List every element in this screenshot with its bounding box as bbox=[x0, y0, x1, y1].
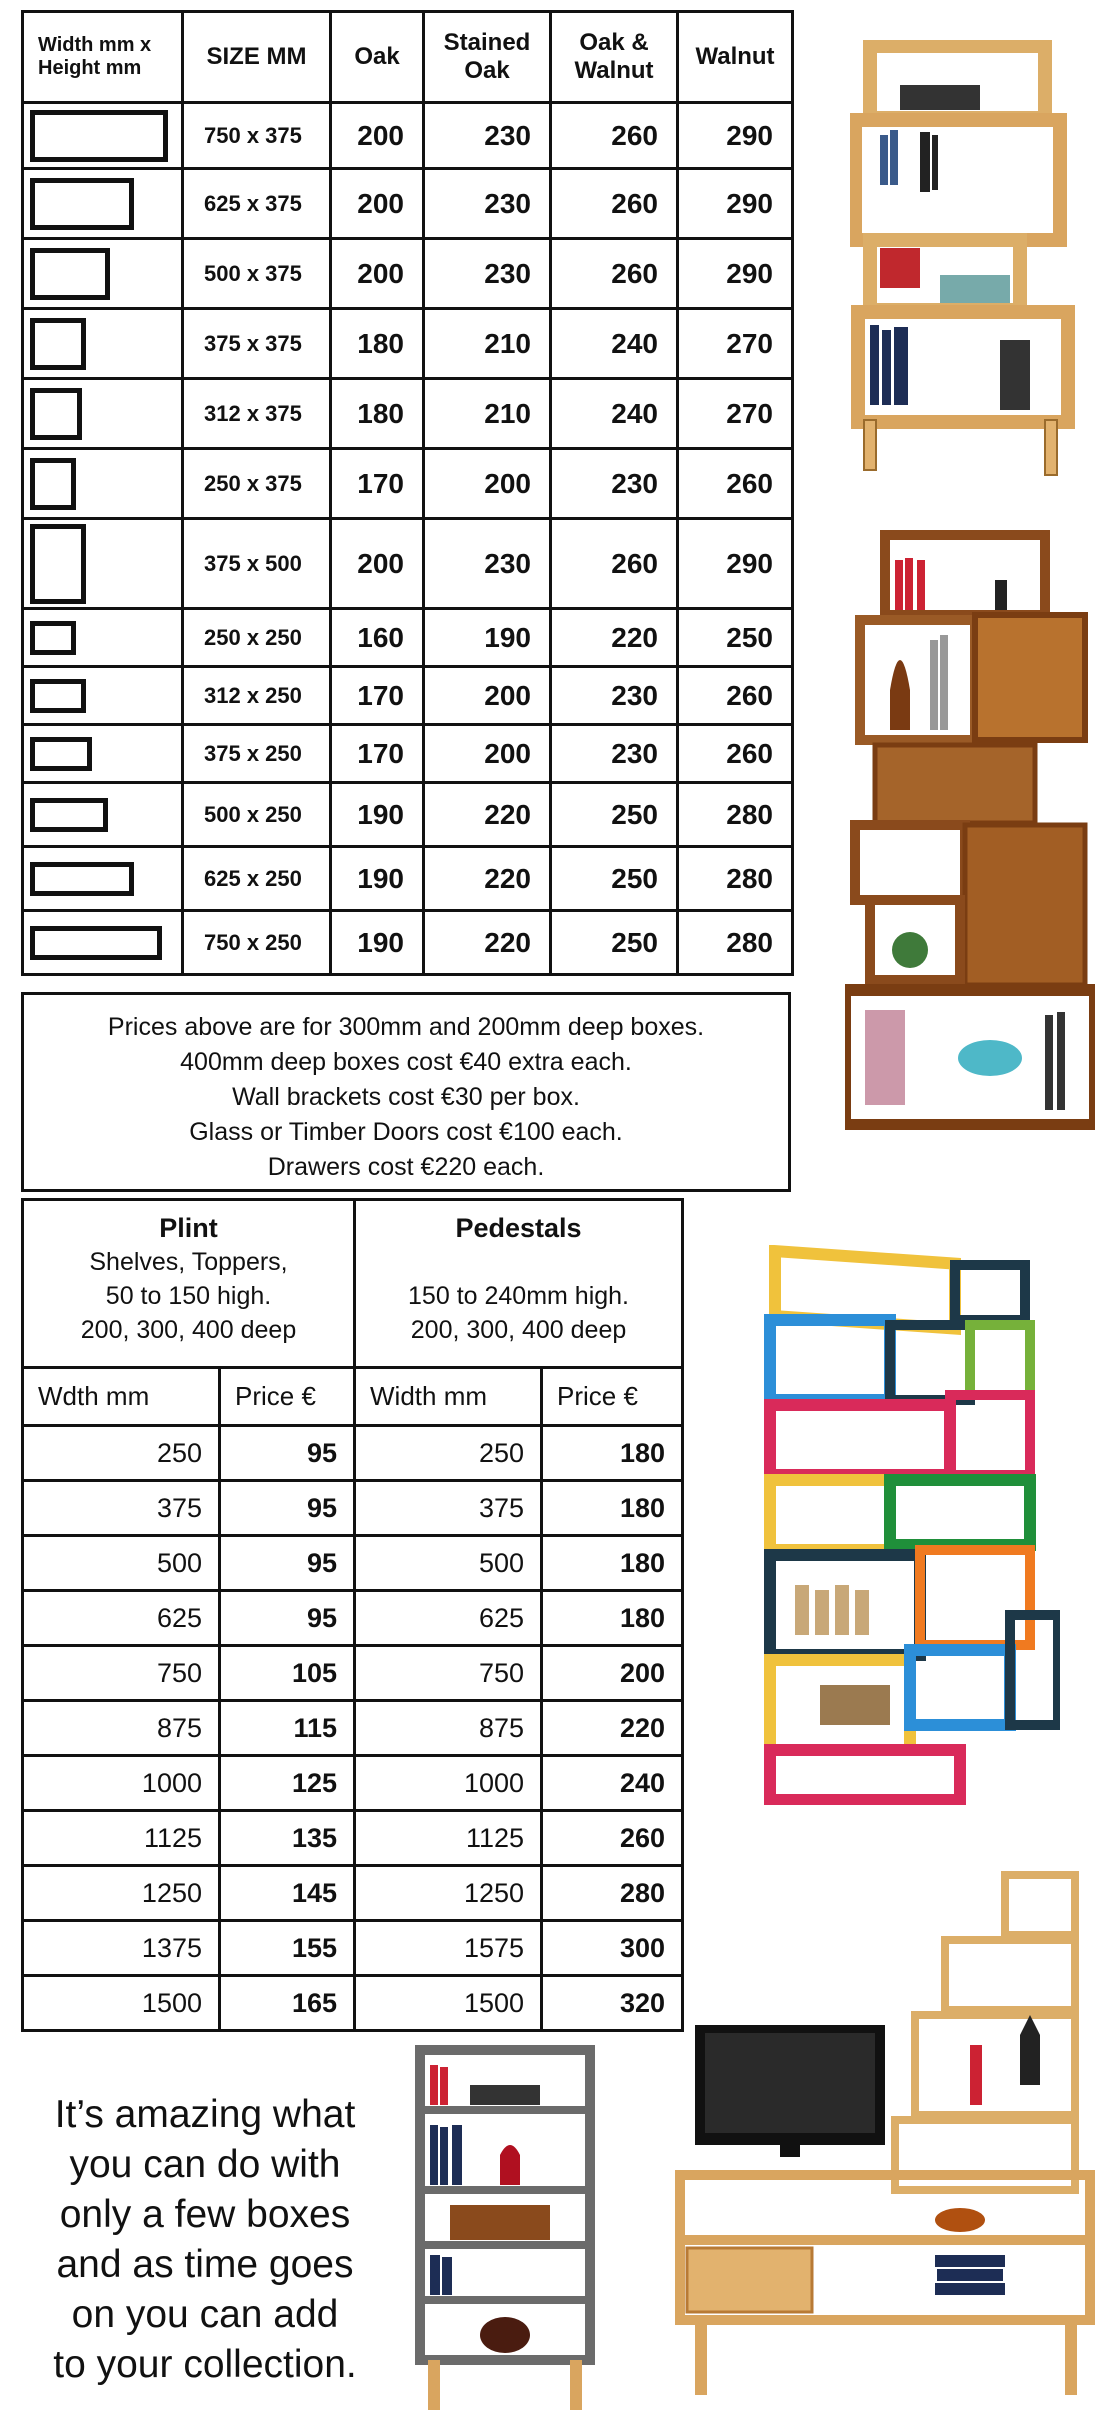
price-oak-walnut: 260 bbox=[551, 519, 678, 609]
box-price-header-row bbox=[23, 12, 793, 103]
box-price-row bbox=[23, 449, 793, 519]
plint-desc-line: Shelves, Toppers, bbox=[89, 1248, 288, 1276]
pedestal-price: 180 bbox=[542, 1536, 683, 1591]
box-size: 750 x 375 bbox=[183, 103, 331, 169]
box-shape-cell bbox=[23, 667, 183, 725]
plinth-pedestal-row bbox=[23, 1701, 683, 1756]
box-shape-icon bbox=[30, 524, 86, 604]
box-shape-cell bbox=[23, 379, 183, 449]
box-shape-icon bbox=[30, 621, 76, 655]
slogan-line: to your collection. bbox=[53, 2343, 357, 2386]
plint-price: 125 bbox=[220, 1756, 355, 1811]
plint-width: 875 bbox=[23, 1701, 220, 1756]
plint-width: 500 bbox=[23, 1536, 220, 1591]
price-walnut: 280 bbox=[678, 783, 793, 847]
header-oak-walnut: Oak & Walnut bbox=[551, 12, 678, 103]
box-shape-icon bbox=[30, 248, 110, 300]
price-stained-oak: 230 bbox=[424, 103, 551, 169]
plint-width: 250 bbox=[23, 1426, 220, 1481]
plint-width: 1000 bbox=[23, 1756, 220, 1811]
box-shape-cell bbox=[23, 239, 183, 309]
plint-group-header bbox=[23, 1200, 355, 1368]
plint-width: 750 bbox=[23, 1646, 220, 1701]
price-oak-walnut: 260 bbox=[551, 103, 678, 169]
price-walnut: 270 bbox=[678, 379, 793, 449]
box-price-table bbox=[21, 10, 794, 976]
price-walnut: 250 bbox=[678, 609, 793, 667]
pedestal-price: 180 bbox=[542, 1591, 683, 1646]
plint-price: 155 bbox=[220, 1921, 355, 1976]
box-price-row bbox=[23, 103, 793, 169]
price-stained-oak: 230 bbox=[424, 169, 551, 239]
box-price-row bbox=[23, 783, 793, 847]
plint-price: 95 bbox=[220, 1591, 355, 1646]
price-oak: 200 bbox=[331, 239, 424, 309]
plint-width: 1250 bbox=[23, 1866, 220, 1921]
box-shape-icon bbox=[30, 926, 162, 960]
header-stained-oak: Stained Oak bbox=[424, 12, 551, 103]
box-price-row bbox=[23, 519, 793, 609]
plint-price: 165 bbox=[220, 1976, 355, 2031]
plint-price: 135 bbox=[220, 1811, 355, 1866]
box-price-row bbox=[23, 847, 793, 911]
price-oak: 190 bbox=[331, 911, 424, 975]
header-size-mm: SIZE MM bbox=[183, 12, 331, 103]
pedestal-width: 625 bbox=[355, 1591, 542, 1646]
box-size: 750 x 250 bbox=[183, 911, 331, 975]
plinth-pedestal-row bbox=[23, 1866, 683, 1921]
box-shape-icon bbox=[30, 737, 92, 771]
price-stained-oak: 200 bbox=[424, 725, 551, 783]
box-price-row bbox=[23, 667, 793, 725]
box-price-row bbox=[23, 725, 793, 783]
pedestal-price: 220 bbox=[542, 1701, 683, 1756]
price-oak-walnut: 250 bbox=[551, 783, 678, 847]
plinth-pedestal-row bbox=[23, 1591, 683, 1646]
price-walnut: 270 bbox=[678, 309, 793, 379]
price-stained-oak: 200 bbox=[424, 449, 551, 519]
box-shape-cell bbox=[23, 847, 183, 911]
slogan-line: and as time goes bbox=[56, 2243, 354, 2286]
price-oak-walnut: 230 bbox=[551, 449, 678, 519]
price-oak: 170 bbox=[331, 667, 424, 725]
plint-price: 145 bbox=[220, 1866, 355, 1921]
pedestal-price: 260 bbox=[542, 1811, 683, 1866]
slogan-line: on you can add bbox=[71, 2293, 339, 2336]
box-shape-cell bbox=[23, 103, 183, 169]
price-stained-oak: 210 bbox=[424, 309, 551, 379]
box-size: 250 x 250 bbox=[183, 609, 331, 667]
price-oak: 170 bbox=[331, 449, 424, 519]
price-stained-oak: 200 bbox=[424, 667, 551, 725]
price-walnut: 280 bbox=[678, 847, 793, 911]
price-oak-walnut: 250 bbox=[551, 911, 678, 975]
box-size: 312 x 375 bbox=[183, 379, 331, 449]
header-pedestal-width: Width mm bbox=[355, 1368, 542, 1426]
box-size: 625 x 250 bbox=[183, 847, 331, 911]
column-header-row bbox=[23, 1368, 683, 1426]
box-price-row bbox=[23, 379, 793, 449]
price-oak: 200 bbox=[331, 519, 424, 609]
plinth-pedestal-row bbox=[23, 1756, 683, 1811]
box-price-row bbox=[23, 309, 793, 379]
pedestal-price: 180 bbox=[542, 1426, 683, 1481]
plint-price: 95 bbox=[220, 1481, 355, 1536]
oak-bookshelf-image bbox=[850, 40, 1080, 480]
box-shape-cell bbox=[23, 309, 183, 379]
price-stained-oak: 230 bbox=[424, 239, 551, 309]
box-shape-cell bbox=[23, 519, 183, 609]
pedestal-price: 280 bbox=[542, 1866, 683, 1921]
box-shape-cell bbox=[23, 609, 183, 667]
pedestal-price: 180 bbox=[542, 1481, 683, 1536]
price-stained-oak: 230 bbox=[424, 519, 551, 609]
plinth-pedestal-row bbox=[23, 1646, 683, 1701]
pedestal-width: 500 bbox=[355, 1536, 542, 1591]
plint-width: 625 bbox=[23, 1591, 220, 1646]
slogan-line: only a few boxes bbox=[59, 2193, 351, 2236]
price-walnut: 290 bbox=[678, 519, 793, 609]
price-oak: 200 bbox=[331, 169, 424, 239]
pedestals-group-header bbox=[355, 1200, 683, 1368]
plint-price: 95 bbox=[220, 1426, 355, 1481]
price-oak-walnut: 240 bbox=[551, 379, 678, 449]
pedestals-title: Pedestals bbox=[455, 1213, 582, 1243]
slogan-line: It’s amazing what bbox=[54, 2093, 356, 2136]
price-stained-oak: 210 bbox=[424, 379, 551, 449]
pedestal-width: 375 bbox=[355, 1481, 542, 1536]
pedestal-width: 750 bbox=[355, 1646, 542, 1701]
plint-desc-line: 200, 300, 400 deep bbox=[80, 1316, 297, 1344]
price-oak-walnut: 240 bbox=[551, 309, 678, 379]
price-walnut: 290 bbox=[678, 239, 793, 309]
header-walnut: Walnut bbox=[678, 12, 793, 103]
box-shape-icon bbox=[30, 679, 86, 713]
box-shape-cell bbox=[23, 783, 183, 847]
price-oak: 180 bbox=[331, 309, 424, 379]
plinth-pedestal-row bbox=[23, 1921, 683, 1976]
box-shape-cell bbox=[23, 169, 183, 239]
price-oak-walnut: 220 bbox=[551, 609, 678, 667]
box-size: 625 x 375 bbox=[183, 169, 331, 239]
price-stained-oak: 220 bbox=[424, 911, 551, 975]
price-oak-walnut: 260 bbox=[551, 169, 678, 239]
pedestal-width: 1250 bbox=[355, 1866, 542, 1921]
price-oak: 200 bbox=[331, 103, 424, 169]
price-oak: 190 bbox=[331, 847, 424, 911]
note-line: 400mm deep boxes cost €40 extra each. bbox=[180, 1048, 632, 1076]
price-walnut: 290 bbox=[678, 103, 793, 169]
box-shape-icon bbox=[30, 862, 134, 896]
price-stained-oak: 220 bbox=[424, 847, 551, 911]
plint-width: 375 bbox=[23, 1481, 220, 1536]
plinth-pedestal-row bbox=[23, 1426, 683, 1481]
header-plint-price: Price € bbox=[220, 1368, 355, 1426]
tv-unit-image bbox=[675, 1870, 1095, 2400]
box-price-row bbox=[23, 239, 793, 309]
box-shape-cell bbox=[23, 725, 183, 783]
note-line: Prices above are for 300mm and 200mm deep boxes. bbox=[107, 1013, 705, 1041]
grey-bookshelf-image bbox=[410, 2045, 600, 2415]
price-walnut: 260 bbox=[678, 449, 793, 519]
pedestal-price: 320 bbox=[542, 1976, 683, 2031]
price-stained-oak: 190 bbox=[424, 609, 551, 667]
price-oak: 160 bbox=[331, 609, 424, 667]
plinth-pedestal-row bbox=[23, 1536, 683, 1591]
plinth-pedestal-table bbox=[21, 1198, 684, 2032]
price-oak-walnut: 230 bbox=[551, 725, 678, 783]
box-shape-icon bbox=[30, 110, 168, 162]
plinth-pedestal-row bbox=[23, 1976, 683, 2031]
price-oak: 190 bbox=[331, 783, 424, 847]
price-oak: 170 bbox=[331, 725, 424, 783]
box-size: 500 x 375 bbox=[183, 239, 331, 309]
plint-price: 95 bbox=[220, 1536, 355, 1591]
walnut-bookshelf-image bbox=[845, 530, 1095, 1130]
pedestals-desc-line: 200, 300, 400 deep bbox=[410, 1316, 627, 1344]
pricing-notes bbox=[21, 992, 791, 1192]
plint-width: 1125 bbox=[23, 1811, 220, 1866]
plint-price: 115 bbox=[220, 1701, 355, 1756]
note-line: Wall brackets cost €30 per box. bbox=[232, 1083, 580, 1111]
plint-width: 1500 bbox=[23, 1976, 220, 2031]
price-walnut: 260 bbox=[678, 725, 793, 783]
price-walnut: 260 bbox=[678, 667, 793, 725]
plint-price: 105 bbox=[220, 1646, 355, 1701]
group-header-row bbox=[23, 1200, 683, 1368]
pedestal-price: 300 bbox=[542, 1921, 683, 1976]
price-oak-walnut: 250 bbox=[551, 847, 678, 911]
pedestal-width: 1575 bbox=[355, 1921, 542, 1976]
plint-width: 1375 bbox=[23, 1921, 220, 1976]
box-size: 375 x 250 bbox=[183, 725, 331, 783]
pedestals-desc-line: 150 to 240mm high. bbox=[408, 1282, 630, 1310]
header-dimensions: Width mm x Height mm bbox=[23, 12, 183, 103]
pedestal-price: 240 bbox=[542, 1756, 683, 1811]
pedestal-width: 250 bbox=[355, 1426, 542, 1481]
slogan-line: you can do with bbox=[69, 2143, 341, 2186]
plinth-pedestal-row bbox=[23, 1811, 683, 1866]
header-oak: Oak bbox=[331, 12, 424, 103]
colourful-bookshelf-image bbox=[760, 1245, 1060, 1805]
price-oak-walnut: 260 bbox=[551, 239, 678, 309]
header-plint-width: Wdth mm bbox=[23, 1368, 220, 1426]
plinth-pedestal-row bbox=[23, 1481, 683, 1536]
plint-desc-line: 50 to 150 high. bbox=[105, 1282, 272, 1310]
note-line: Glass or Timber Doors cost €100 each. bbox=[189, 1118, 623, 1146]
header-pedestal-price: Price € bbox=[542, 1368, 683, 1426]
note-line: Drawers cost €220 each. bbox=[267, 1153, 545, 1181]
box-shape-icon bbox=[30, 178, 134, 230]
box-size: 250 x 375 bbox=[183, 449, 331, 519]
box-size: 500 x 250 bbox=[183, 783, 331, 847]
pedestal-price: 200 bbox=[542, 1646, 683, 1701]
box-shape-icon bbox=[30, 318, 86, 370]
price-oak-walnut: 230 bbox=[551, 667, 678, 725]
slogan-text bbox=[20, 2090, 390, 2390]
plint-title: Plint bbox=[159, 1213, 218, 1243]
box-shape-icon bbox=[30, 458, 76, 510]
box-shape-icon bbox=[30, 388, 82, 440]
box-size: 375 x 500 bbox=[183, 519, 331, 609]
pedestal-width: 1125 bbox=[355, 1811, 542, 1866]
box-shape-icon bbox=[30, 798, 108, 832]
pedestal-width: 1500 bbox=[355, 1976, 542, 2031]
box-price-row bbox=[23, 911, 793, 975]
box-size: 312 x 250 bbox=[183, 667, 331, 725]
box-size: 375 x 375 bbox=[183, 309, 331, 379]
box-shape-cell bbox=[23, 449, 183, 519]
price-oak: 180 bbox=[331, 379, 424, 449]
box-price-row bbox=[23, 609, 793, 667]
pedestal-width: 1000 bbox=[355, 1756, 542, 1811]
price-walnut: 280 bbox=[678, 911, 793, 975]
pedestal-width: 875 bbox=[355, 1701, 542, 1756]
box-price-row bbox=[23, 169, 793, 239]
price-stained-oak: 220 bbox=[424, 783, 551, 847]
price-walnut: 290 bbox=[678, 169, 793, 239]
box-shape-cell bbox=[23, 911, 183, 975]
